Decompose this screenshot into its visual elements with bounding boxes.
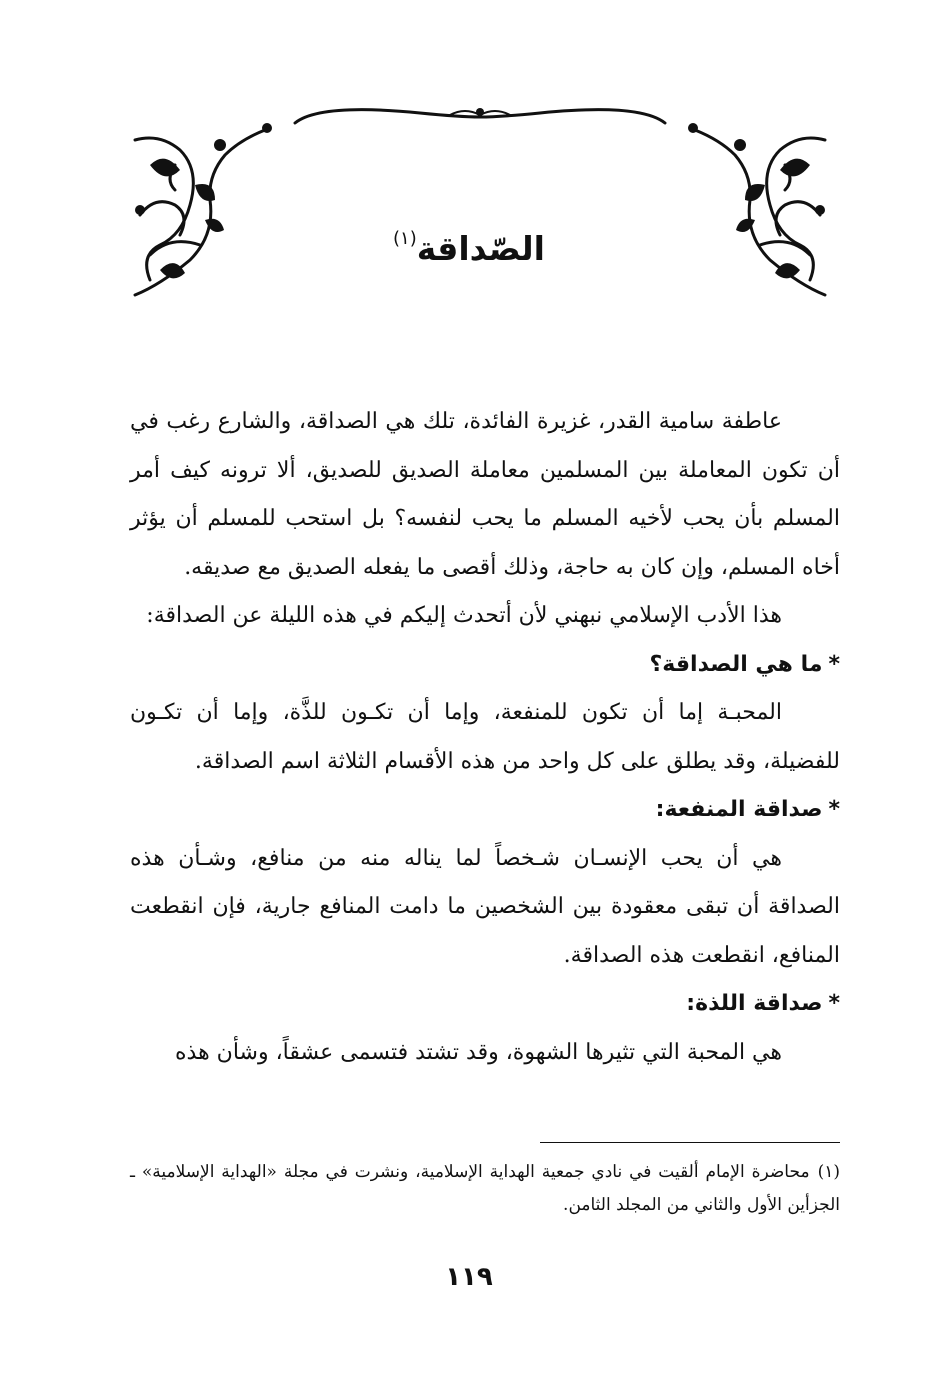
paragraph: المحبـة إما أن تكون للمنفعة، وإما أن تكـون للذَّة، وإما أن تكـون للفضيلة، وقد يطلق على كل واحد من هذه الأقسام الثلاثة اسم الصداقة. xyxy=(130,700,840,774)
bullet-star: * xyxy=(828,651,840,677)
chapter-title xyxy=(0,228,938,268)
footnote xyxy=(130,1156,840,1222)
section-heading-text: صداقة المنفعة: xyxy=(655,797,823,822)
section-heading-text: ما هي الصداقة؟ xyxy=(649,651,823,677)
paragraph: هذا الأدب الإسلامي نبهني لأن أتحدث إليكم في هذه الليلة عن الصداقة: xyxy=(146,603,782,628)
paragraph: هي المحبة التي تثيرها الشهوة، وقد تشتد فتسمى عشقاً، وشأن هذه xyxy=(175,1039,782,1065)
chapter-title-text: الصّداقة xyxy=(416,229,545,268)
section-heading xyxy=(130,786,840,835)
footnote-text: محاضرة الإمام ألقيت في نادي جمعية الهداية الإسلامية، ونشرت في مجلة «الهداية الإسلامية» ـ الجزأين الأول والثاني من المجلد الثامن. xyxy=(130,1162,840,1215)
section-heading xyxy=(130,980,840,1029)
paragraph: عاطفة سامية القدر، غزيرة الفائدة، تلك هي الصداقة، والشارع رغب في أن تكون المعاملة بين المسلمين معاملة الصديق للصديق، ألا ترونه كيف أمر المسلم بأن يحب لأخيه المسلم ما يحب لنفسه؟ بل استحب للمسلم أن يؤثر أخاه المسلم، وإن كان به حاجة، وذلك أقصى ما يفعله الصديق مع صديقه. xyxy=(130,409,840,580)
paragraph: هي أن يحب الإنسـان شـخصاً لما يناله منه من منافع، وشـأن هذه الصداقة أن تبقى معقودة بين الشخصين ما دامت المنافع جارية، فإن انقطعت المنافع، انقطعت هذه الصداقة. xyxy=(130,845,840,968)
header-ornament xyxy=(120,95,840,305)
bullet-star: * xyxy=(828,991,840,1016)
page-number: ١١٩ xyxy=(445,1262,493,1292)
section-heading xyxy=(130,641,840,690)
section-heading-text: صداقة اللذة: xyxy=(686,991,823,1016)
footnote-mark: (١) xyxy=(817,1162,840,1182)
title-footnote-ref: (١) xyxy=(393,228,417,249)
footnote-divider xyxy=(540,1142,840,1143)
bullet-star: * xyxy=(828,797,840,822)
body-text xyxy=(130,398,840,1077)
